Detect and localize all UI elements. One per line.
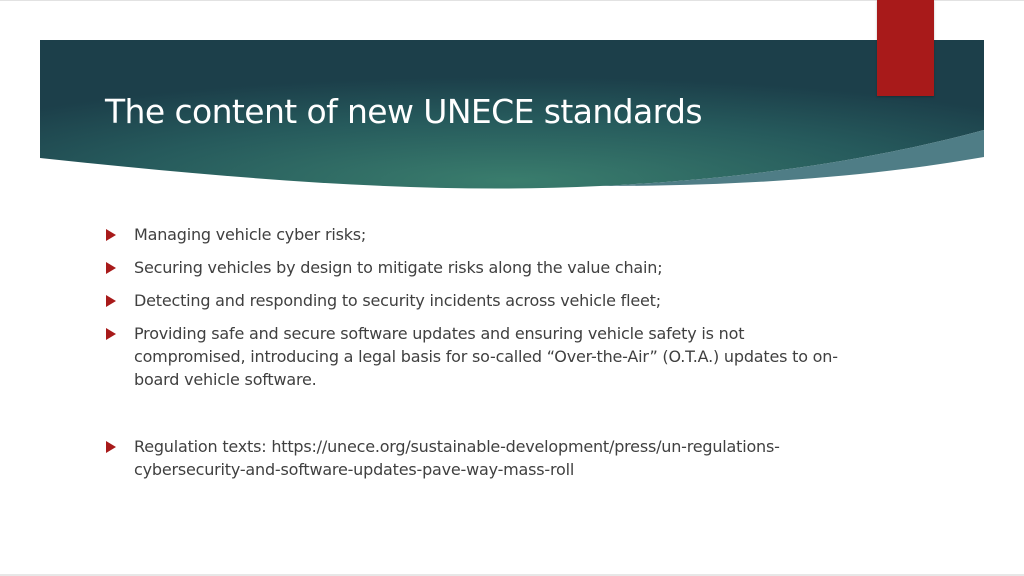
triangle-right-icon [106,328,116,340]
bullet-text-1: Managing vehicle cyber risks; [134,225,367,244]
red-tab-decoration [877,0,934,96]
bullet-item-5 [104,435,844,481]
triangle-right-icon [106,229,116,241]
bullet-list [104,223,844,491]
bullet-item-4 [104,322,844,391]
bullet-item-3 [104,289,844,312]
bullet-item-1 [104,223,844,246]
bullet-text-4: Providing safe and secure software updates and ensuring vehicle safety is not compromised, introducing a legal basis for so-called “Over-the-Air” (O.T.A.) updates to on-board vehicle software. [134,324,838,389]
bullet-item-2 [104,256,844,279]
slide-title: The content of new UNECE standards [105,92,702,131]
triangle-right-icon [106,295,116,307]
bullet-text-5: Regulation texts: https://unece.org/sustainable-development/press/un-regulations-cybersecurity-and-software-updates-pave-way-mass-roll [134,437,780,479]
triangle-right-icon [106,441,116,453]
triangle-right-icon [106,262,116,274]
bullet-text-2: Securing vehicles by design to mitigate risks along the value chain; [134,258,663,277]
bullet-text-3: Detecting and responding to security incidents across vehicle fleet; [134,291,661,310]
